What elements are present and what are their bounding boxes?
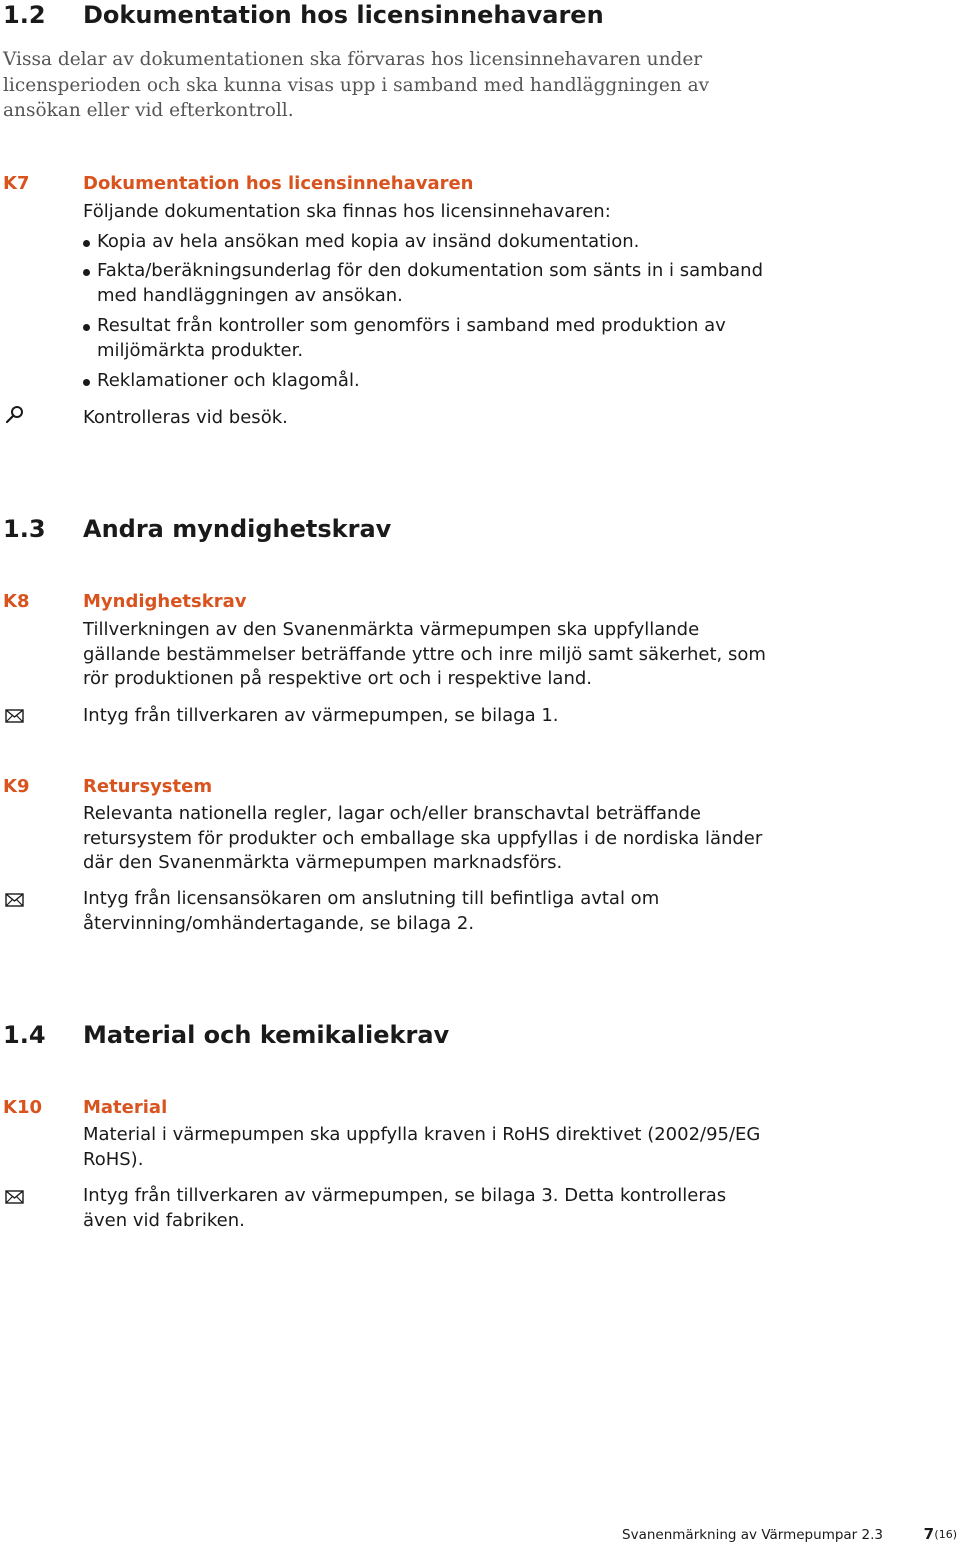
requirement-code: K7 (3, 173, 30, 194)
envelope-icon (4, 1186, 26, 1208)
list-item-text: Fakta/beräkningsunderlag för den dokumentation som sänts in i samband med handläggningen av ansökan. (97, 260, 764, 306)
envelope-icon (4, 705, 26, 727)
list-item (83, 314, 773, 363)
section-number: 1.4 (3, 1021, 46, 1049)
verification-text: Intyg från tillverkaren av värmepumpen, se bilaga 1. (83, 705, 559, 726)
section-number: 1.3 (3, 515, 46, 543)
list-item (83, 259, 773, 308)
bullet-dot (83, 269, 90, 276)
list-item (83, 230, 773, 255)
bullet-dot (83, 379, 90, 386)
requirement-code: K8 (3, 591, 30, 612)
list-item-text: Kopia av hela ansökan med kopia av insänd dokumentation. (97, 231, 640, 252)
section-title: Andra myndighetskrav (83, 515, 392, 543)
requirement-body: Relevanta nationella regler, lagar och/eller branschavtal beträffande retursystem för produkter och emballage ska uppfyllas i de nordiska länder där den Svanenmärkta värmepumpen marknadsförs. (83, 803, 763, 873)
envelope-icon (4, 889, 26, 911)
footer-page-number: 7 (923, 1525, 934, 1543)
list-item (83, 369, 773, 394)
verification-text: Intyg från tillverkaren av värmepumpen, se bilaga 3. Detta kontrolleras även vid fabriken. (83, 1185, 727, 1231)
section-intro: Vissa delar av dokumentationen ska förvaras hos licensinnehavaren under licensperioden och ska kunna visas upp i samband med handläggningen av ansökan eller vid efterkontroll. (3, 49, 710, 121)
list-item-text: Resultat från kontroller som genomförs i samband med produktion av miljömärkta produkter. (97, 315, 726, 361)
bullet-dot (83, 324, 90, 331)
magnifier-icon (4, 404, 26, 426)
list-item-text: Reklamationer och klagomål. (97, 370, 360, 391)
requirement-title: Material (83, 1097, 168, 1118)
verification-text: Kontrolleras vid besök. (83, 407, 288, 428)
requirement-code: K9 (3, 776, 30, 797)
requirement-body: Tillverkningen av den Svanenmärkta värmepumpen ska uppfyllande gällande bestämmelser beträffande yttre och inre miljö samt säkerhet, som rör produktionen på respektive ort och i respektive land. (83, 619, 766, 689)
requirement-code: K10 (3, 1097, 42, 1118)
section-title: Material och kemikaliekrav (83, 1021, 450, 1049)
requirement-title: Myndighetskrav (83, 591, 247, 612)
footer-page-total: (16) (934, 1528, 957, 1541)
footer-document-title: Svanenmärkning av Värmepumpar 2.3 (622, 1527, 883, 1543)
verification-text: Intyg från licensansökaren om anslutning till befintliga avtal om återvinning/omhändertagande, se bilaga 2. (83, 888, 660, 934)
requirement-lead: Följande dokumentation ska finnas hos licensinnehavaren: (83, 201, 611, 222)
requirement-title: Dokumentation hos licensinnehavaren (83, 173, 474, 194)
bullet-dot (83, 240, 90, 247)
section-number: 1.2 (3, 1, 46, 29)
requirement-body: Material i värmepumpen ska uppfylla kraven i RoHS direktivet (2002/95/EG RoHS). (83, 1124, 761, 1170)
section-title: Dokumentation hos licensinnehavaren (83, 1, 604, 29)
requirement-title: Retursystem (83, 776, 213, 797)
